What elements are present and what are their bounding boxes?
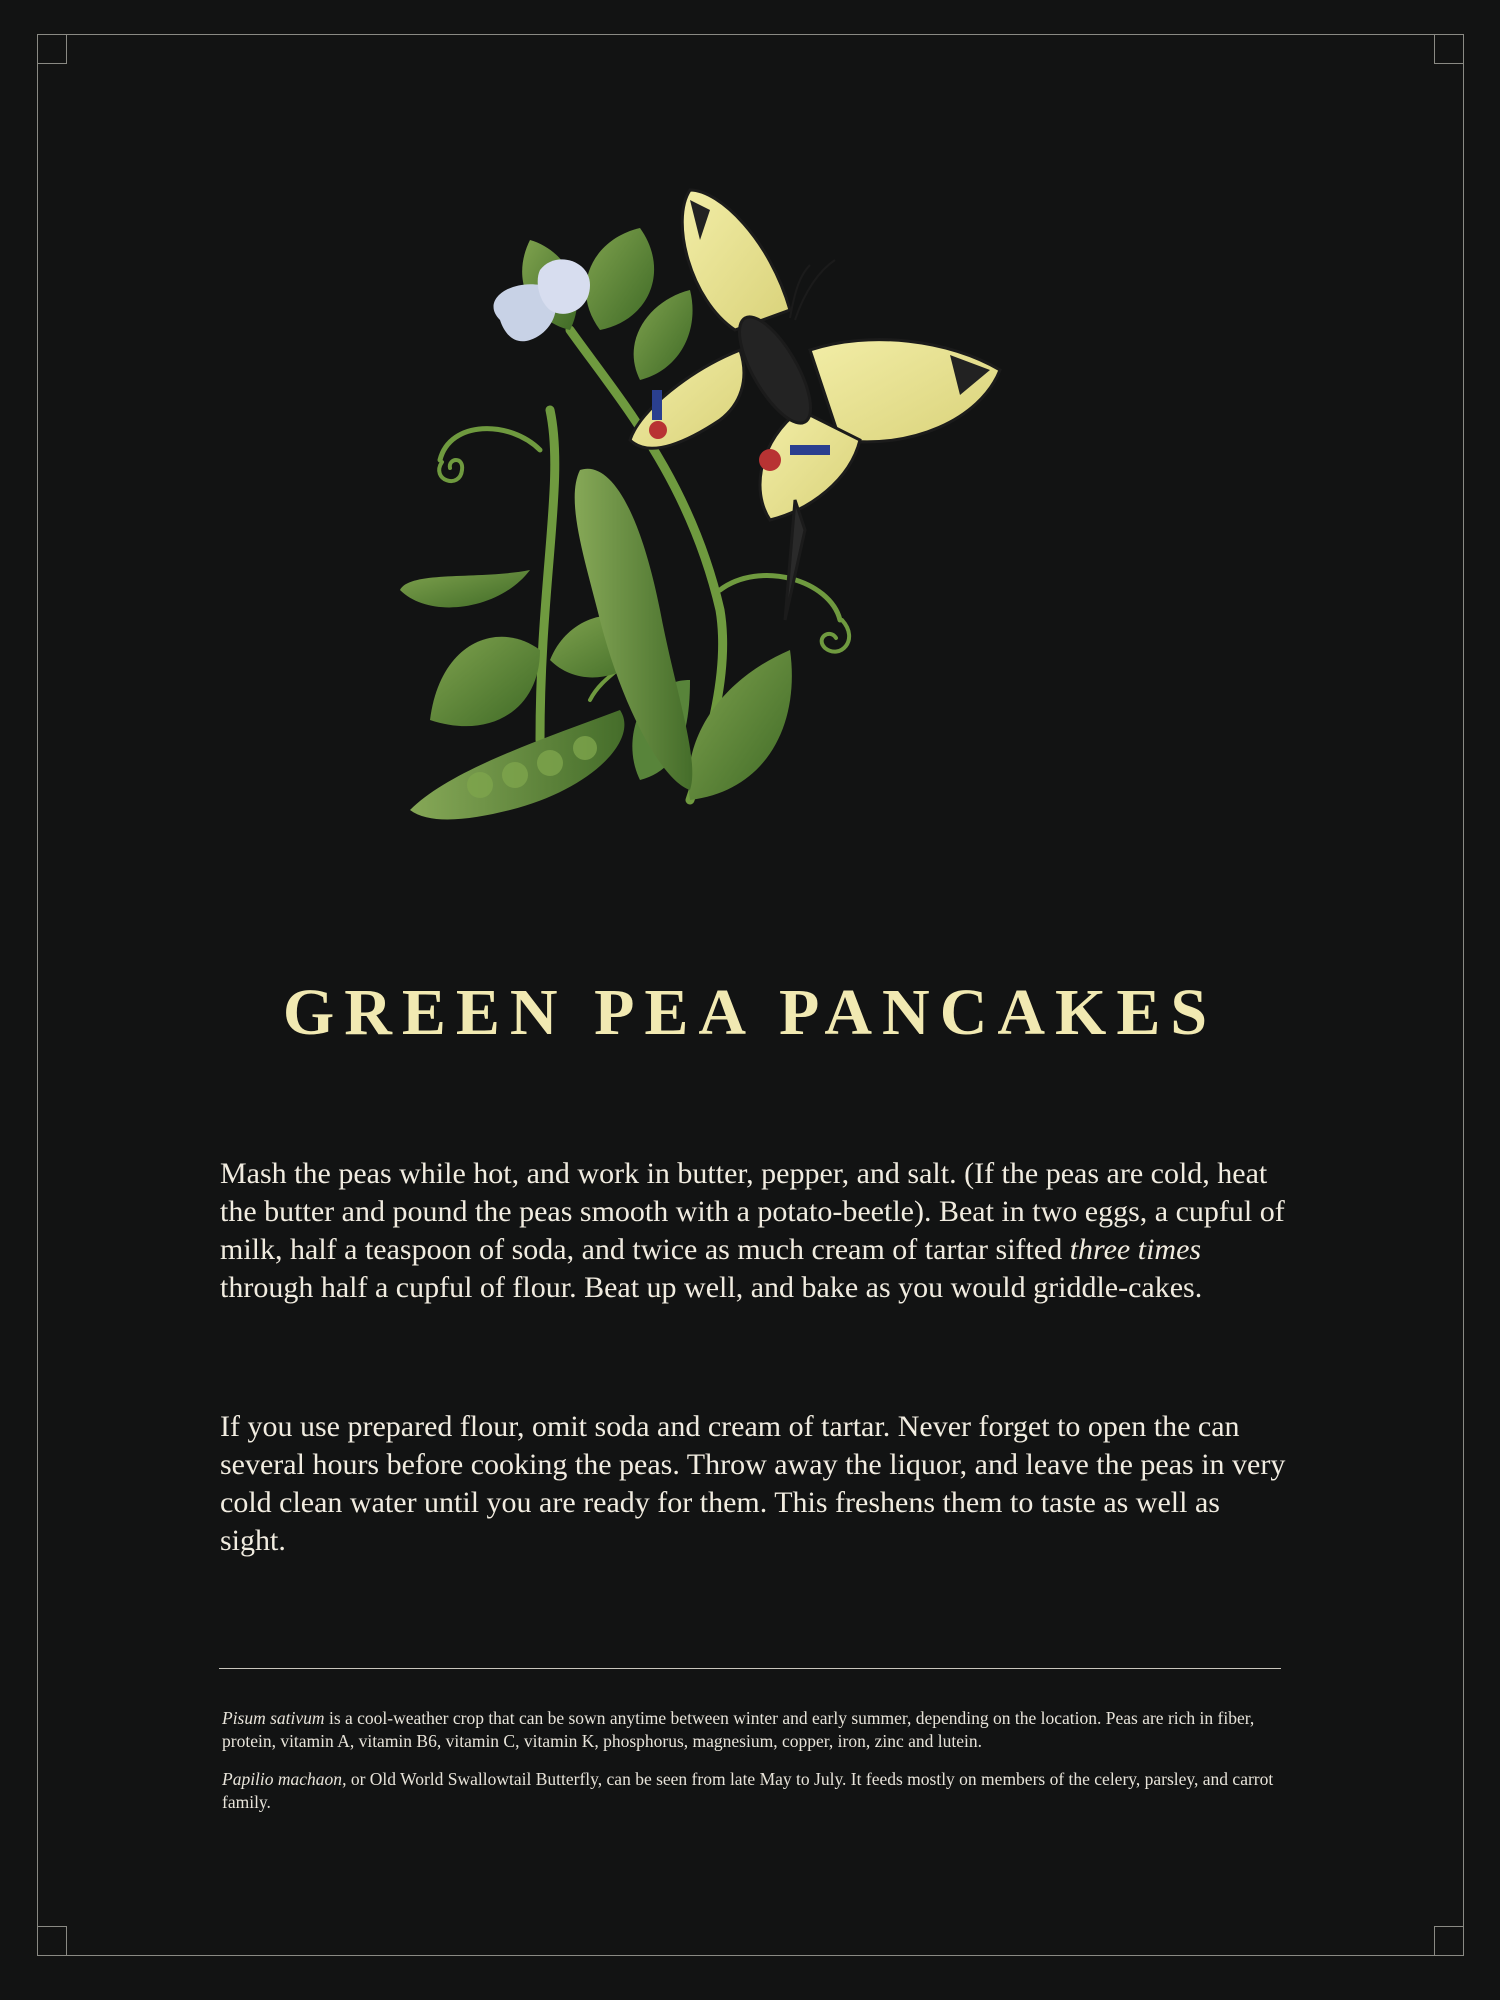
footnote-butterfly-text: , or Old World Swallowtail Butterfly, can be seen from late May to July. It feeds mostly on members of the celery, parsley, and carrot family. xyxy=(222,1769,1274,1812)
paragraph-1-text-end: through half a cupful of flour. Beat up well, and bake as you would griddle-cakes. xyxy=(220,1271,1203,1304)
footnote-pea xyxy=(222,1707,1292,1753)
footnote-butterfly xyxy=(222,1768,1292,1814)
footnote-pea-text: is a cool-weather crop that can be sown anytime between winter and early summer, depending on the location. Peas are rich in fiber, protein, vitamin A, vitamin B6, vitamin C, vitamin K, phosphorus, magnesium, copper, iron, zinc and lutein. xyxy=(222,1708,1255,1751)
footnote-butterfly-species: Papilio machaon xyxy=(222,1769,343,1789)
leaf-lower-left xyxy=(430,637,540,726)
leaf-mid-left xyxy=(400,570,530,607)
leaf-lower-right xyxy=(688,650,791,800)
corner-ornament-top-right xyxy=(1434,34,1464,64)
recipe-paragraph-2: If you use prepared flour, omit soda and cream of tartar. Never forget to open the can several hours before cooking the peas. Throw away the liquor, and leave the peas in very cold clean water until you are ready for them. This freshens them to taste as well as sight. xyxy=(220,1410,1286,1557)
footnote-divider xyxy=(219,1668,1281,1669)
pea-flower xyxy=(494,259,590,341)
emphasized-three-times: three times xyxy=(1069,1233,1202,1266)
paragraph-1-text-start: Mash the peas while hot, and work in butter, pepper, and salt. (If the peas are cold, heat the butter and pound the peas smooth with a potato-beetle). Beat in two eggs, a cupful of milk, half a teaspoon of soda, and twice as much cream of tartar sifted xyxy=(220,1157,1285,1266)
recipe-title: GREEN PEA PANCAKES xyxy=(282,976,1218,1049)
corner-ornament-bottom-right xyxy=(1434,1926,1464,1956)
recipe-paragraph-1 xyxy=(220,1155,1290,1307)
butterfly-tail xyxy=(785,500,805,620)
leaf-upper-center xyxy=(586,228,654,330)
pea-butterfly-illustration xyxy=(390,180,1130,850)
butterfly-forewing-right xyxy=(810,340,1000,442)
footnote-pea-species: Pisum sativum xyxy=(222,1708,325,1728)
butterfly-antennae xyxy=(790,260,835,320)
corner-ornament-bottom-left xyxy=(37,1926,67,1956)
corner-ornament-top-left xyxy=(37,34,67,64)
pea-plant-group xyxy=(400,228,849,819)
swallowtail-butterfly xyxy=(630,190,1000,620)
